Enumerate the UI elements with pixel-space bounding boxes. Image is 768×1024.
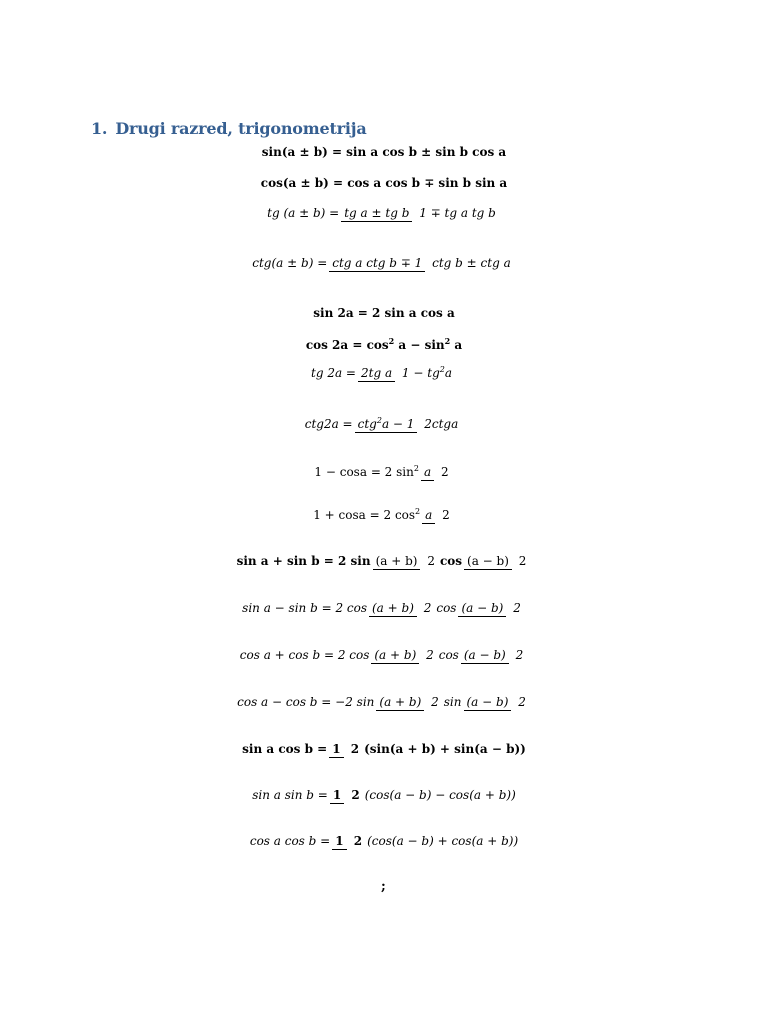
fraction [421, 465, 452, 479]
numerator: (a + b) [371, 648, 419, 664]
exponent: 2 [439, 365, 445, 374]
numerator: (a − b) [458, 601, 506, 617]
denominator: 2 [423, 601, 432, 615]
formula-cos-cos-product [0, 834, 768, 848]
fraction [329, 256, 513, 270]
formula-sin-minus-sin [0, 601, 768, 615]
denominator: 2 [442, 508, 450, 522]
denominator: 2 [351, 788, 360, 802]
formula-sin-plus-sin [0, 554, 768, 568]
formula-lhs: 1 − cosa = 2 $\sin^2$ [314, 464, 419, 479]
formula-part: a − sin [394, 338, 445, 352]
den-part: 1 − tg [401, 366, 440, 380]
fraction [329, 742, 362, 756]
denominator: ctg b ± ctg a [432, 256, 511, 270]
numerator: (a − b) [461, 648, 509, 664]
numerator: 1 [330, 788, 344, 804]
num-part: a − 1 [381, 417, 415, 431]
formula-text: sin(a ± b) = sin a cos b ± sin b cos a [261, 145, 507, 159]
exponent: 2 [388, 336, 395, 346]
formula-text: cos(a ± b) = cos a cos b ∓ sin b sin a [260, 176, 508, 190]
formula-lhs: ctg2a = [304, 417, 353, 431]
fraction [355, 417, 462, 431]
formula-half-sin [0, 465, 768, 479]
numerator: (a − b) [464, 554, 512, 570]
numerator: 1 [332, 834, 346, 850]
formula-cos-sum [0, 176, 768, 190]
formula-lhs: tg 2a = [311, 366, 356, 380]
denominator [399, 365, 455, 380]
numerator: (a + b) [376, 695, 424, 711]
fraction [332, 834, 365, 848]
formula-lhs: ctg(a ± b) = [252, 256, 328, 270]
formula-rhs: (cos(a − b) − cos(a + b)) [364, 788, 516, 802]
formula-part: cos 2a = cos [305, 338, 389, 352]
formula-half-cos [0, 508, 768, 522]
numerator [355, 417, 418, 433]
formula-tg-sum [0, 206, 768, 220]
formula-lhs: sin a − sin b = 2 cos [242, 601, 367, 615]
formula-lhs: cos a + cos b = 2 cos [239, 648, 370, 662]
numerator: 1 [329, 742, 343, 758]
formula-lhs: cos a cos b = [249, 834, 331, 848]
fraction [373, 554, 438, 568]
num-part: ctg [357, 417, 377, 431]
section-heading [91, 119, 367, 138]
numerator: 2tg a [358, 366, 395, 382]
numerator: (a + b) [369, 601, 417, 617]
formula-lhs: 1 + cosa = 2 $\cos^2$ [313, 507, 421, 522]
formula-mid: sin [443, 695, 462, 709]
trailing-semicolon: ; [381, 879, 386, 894]
denominator: 2 [515, 648, 524, 662]
denominator: 2 [518, 695, 526, 709]
fraction [330, 788, 363, 802]
formula-mid: cos [439, 554, 463, 568]
fraction [371, 648, 436, 662]
formula-lhs: sin a cos b = [242, 742, 328, 756]
fraction [458, 601, 523, 615]
formula-lhs: sin a + sin b = 2 sin [236, 554, 371, 568]
formula-text: sin 2a = 2 sin a cos a [313, 306, 455, 320]
formula-rhs: (cos(a − b) + cos(a + b)) [367, 834, 519, 848]
heading-title: Drugi razred, trigonometrija [115, 119, 367, 138]
denominator: 2 [440, 465, 449, 479]
formula-sin-double [0, 306, 768, 320]
formula-ctg-double [0, 417, 768, 431]
exponent: 2 [444, 336, 451, 346]
fraction [341, 206, 499, 220]
numerator: ctg a ctg b ∓ 1 [329, 256, 425, 272]
formula-sin-sum [0, 145, 768, 159]
formula-ctg-sum [0, 256, 768, 270]
numerator: a [421, 465, 434, 481]
formula-lhs: cos a − cos b = −2 sin [237, 695, 375, 709]
formula-mid: cos [436, 601, 457, 615]
numerator: tg a ± tg b [341, 206, 412, 222]
den-part: a [444, 366, 452, 380]
denominator: 2 [513, 601, 521, 615]
formula-mid: cos [438, 648, 459, 662]
formula-cos-plus-cos [0, 648, 768, 662]
fraction [461, 648, 526, 662]
fraction [358, 366, 455, 380]
numerator: (a − b) [464, 695, 512, 711]
numerator: a [422, 508, 435, 524]
fraction [464, 554, 529, 568]
denominator: 2 [350, 742, 360, 756]
fraction [376, 695, 441, 709]
formula-sin-cos-product [0, 742, 768, 756]
exponent: 2 [413, 464, 419, 473]
formula-sin-sin-product [0, 788, 768, 802]
heading-number: 1. [91, 119, 108, 138]
formula-rhs: (sin(a + b) + sin(a − b)) [364, 742, 526, 756]
formula-lhs: sin a sin b = [252, 788, 328, 802]
fraction [369, 601, 434, 615]
fraction [464, 695, 529, 709]
formula-cos-minus-cos [0, 695, 768, 709]
denominator: 2ctga [424, 417, 459, 431]
denominator: 2 [431, 695, 439, 709]
denominator: 2 [353, 834, 363, 848]
formula-tg-double [0, 366, 768, 380]
formula-cos-double [0, 338, 768, 352]
denominator: 1 ∓ tg a tg b [419, 206, 496, 220]
formula-part: a [450, 338, 463, 352]
formula-lhs: tg (a ± b) = [267, 206, 340, 220]
exponent: 2 [376, 416, 382, 425]
exponent: 2 [415, 507, 421, 516]
numerator: (a + b) [373, 554, 421, 570]
fraction [422, 508, 453, 522]
denominator: 2 [426, 648, 434, 662]
denominator: 2 [518, 554, 527, 568]
denominator: 2 [427, 554, 435, 568]
